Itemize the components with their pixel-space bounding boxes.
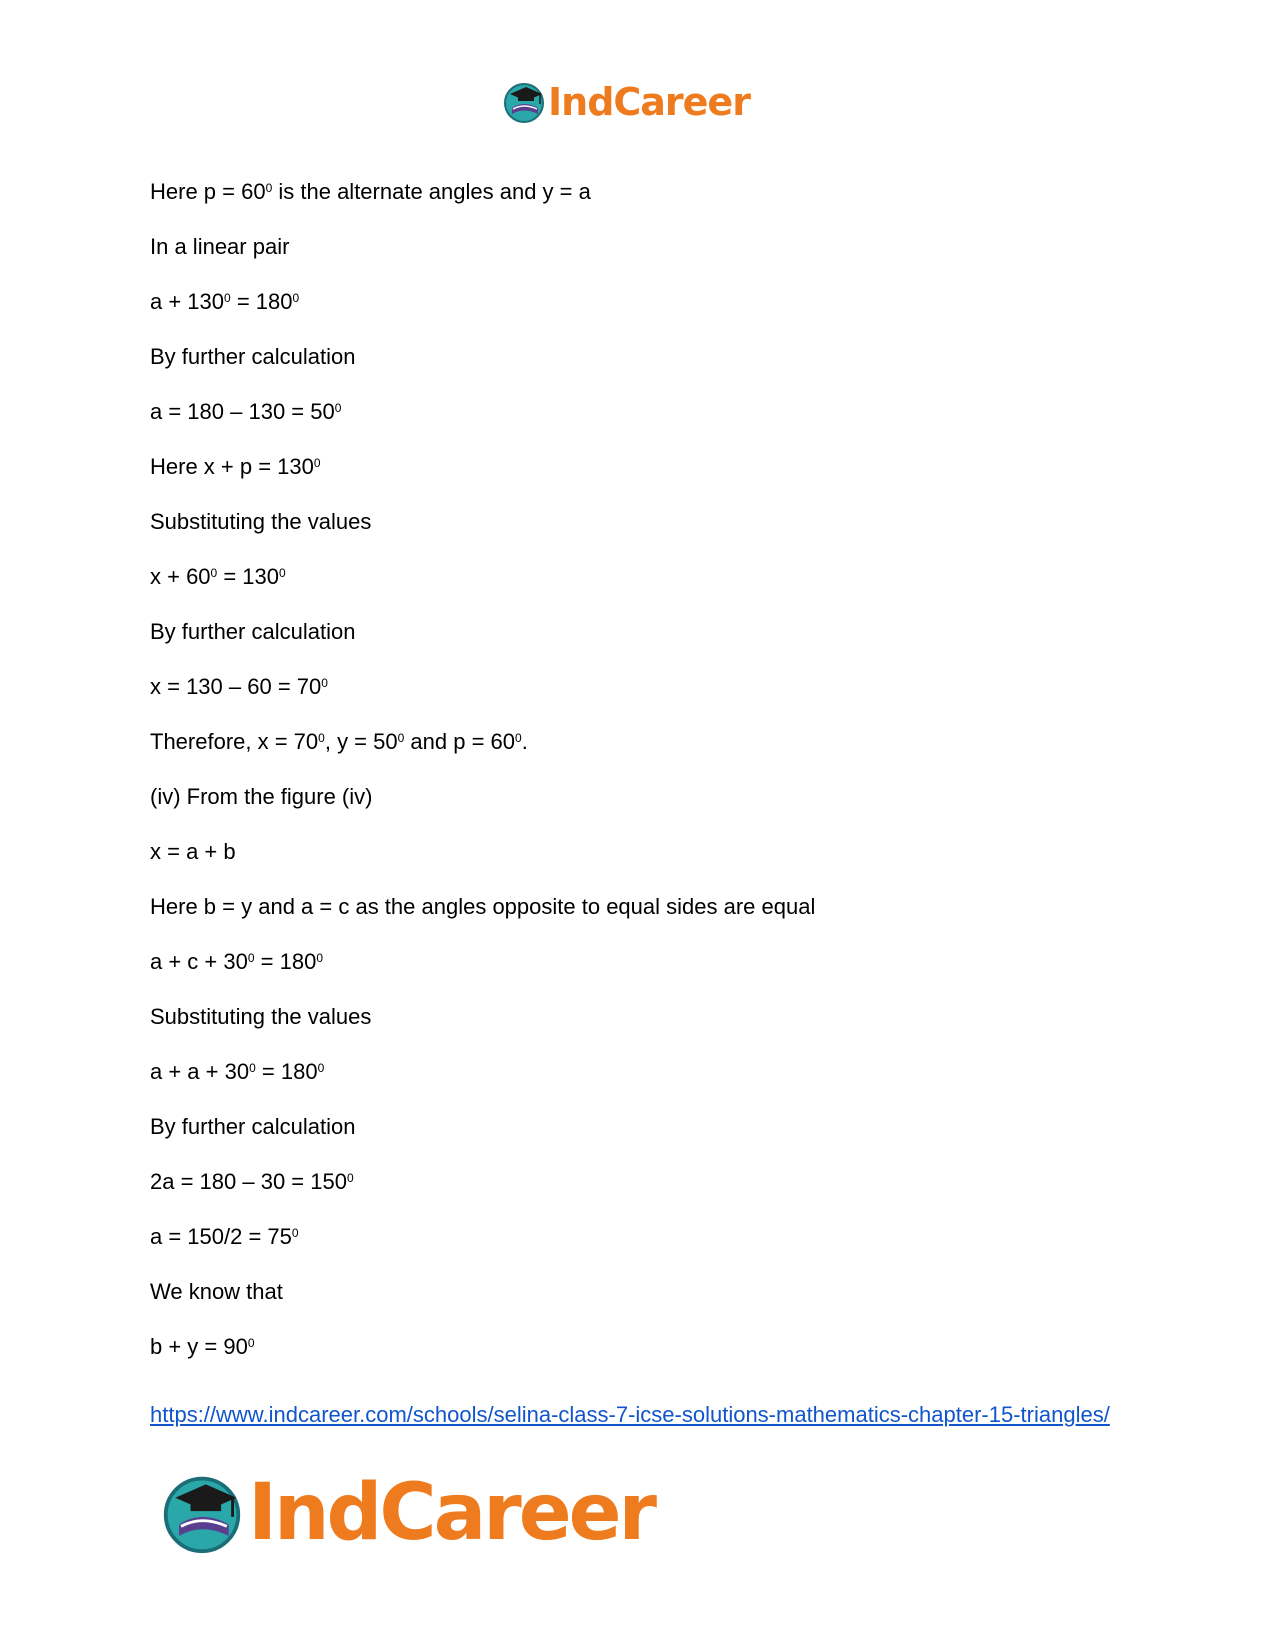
text-span: Therefore, x = 70	[150, 729, 319, 754]
text-line	[150, 398, 1130, 453]
text-span: 2a = 180 – 30 = 150	[150, 1169, 347, 1194]
text-span: is the alternate angles and y = a	[272, 179, 591, 204]
degree-superscript: 0	[247, 1336, 255, 1350]
text-line	[150, 288, 1130, 343]
text-span: a = 180 – 130 = 50	[150, 399, 335, 424]
degree-superscript: 0	[317, 1061, 325, 1075]
text-line	[150, 783, 1130, 838]
text-line	[150, 1058, 1130, 1113]
text-span: = 180	[230, 289, 293, 314]
text-line	[150, 893, 1130, 948]
logo-globe-icon	[160, 1471, 244, 1555]
header-logo-text: IndCareer	[548, 80, 750, 124]
degree-superscript: 0	[346, 1171, 354, 1185]
degree-superscript: 0	[334, 401, 342, 415]
degree-superscript: 0	[265, 181, 273, 195]
text-line	[150, 508, 1130, 563]
text-line	[150, 838, 1130, 893]
text-line	[150, 1003, 1130, 1058]
source-link[interactable]: https://www.indcareer.com/schools/selina-class-7-icse-solutions-mathematics-chapter-15-triangles/	[150, 1402, 1110, 1427]
text-span: a + a + 30	[150, 1059, 250, 1084]
text-span: and p = 60	[404, 729, 516, 754]
text-span: a = 150/2 = 75	[150, 1224, 292, 1249]
degree-superscript: 0	[292, 291, 300, 305]
text-span: (iv) From the figure (iv)	[150, 784, 373, 809]
document-body	[150, 178, 1130, 1388]
degree-superscript: 0	[210, 566, 218, 580]
text-span: x = a + b	[150, 839, 236, 864]
text-span: We know that	[150, 1279, 283, 1304]
text-span: Here p = 60	[150, 179, 266, 204]
text-span: Substituting the values	[150, 1004, 372, 1029]
text-line	[150, 453, 1130, 508]
degree-superscript: 0	[321, 676, 328, 690]
text-span: By further calculation	[150, 344, 356, 369]
text-span: a + 130	[150, 289, 225, 314]
text-span: = 180	[255, 1059, 318, 1084]
text-line	[150, 1113, 1130, 1168]
footer-logo	[160, 1468, 654, 1558]
text-span: x + 60	[150, 564, 211, 589]
text-span: By further calculation	[150, 619, 356, 644]
text-line	[150, 1168, 1130, 1223]
degree-superscript: 0	[316, 951, 324, 965]
text-span: Here b = y and a = c as the angles opposite to equal sides are equal	[150, 894, 816, 919]
text-line	[150, 1278, 1130, 1333]
text-span: By further calculation	[150, 1114, 356, 1139]
degree-superscript: 0	[515, 731, 522, 745]
degree-superscript: 0	[224, 291, 231, 305]
text-span: Substituting the values	[150, 509, 372, 534]
text-line	[150, 233, 1130, 288]
text-line	[150, 178, 1130, 233]
text-span: = 130	[217, 564, 280, 589]
header-logo	[502, 78, 750, 126]
text-span: In a linear pair	[150, 234, 290, 259]
degree-superscript: 0	[247, 951, 255, 965]
text-span: b + y = 90	[150, 1334, 248, 1359]
text-span: x = 130 – 60 = 70	[150, 674, 322, 699]
text-span: , y = 50	[324, 729, 398, 754]
text-line	[150, 1223, 1130, 1278]
text-span: = 180	[254, 949, 317, 974]
text-line	[150, 948, 1130, 1003]
degree-superscript: 0	[291, 1226, 299, 1240]
text-line	[150, 563, 1130, 618]
degree-superscript: 0	[313, 456, 321, 470]
degree-superscript: 0	[279, 566, 286, 580]
text-span: Here x + p = 130	[150, 454, 314, 479]
text-line	[150, 728, 1130, 783]
degree-superscript: 0	[249, 1061, 256, 1075]
text-line	[150, 618, 1130, 673]
degree-superscript: 0	[318, 731, 325, 745]
text-line	[150, 343, 1130, 398]
text-span: a + c + 30	[150, 949, 248, 974]
text-line	[150, 1333, 1130, 1388]
text-line	[150, 673, 1130, 728]
text-span: .	[521, 729, 528, 754]
footer-logo-text: IndCareer	[248, 1468, 654, 1558]
degree-superscript: 0	[397, 731, 405, 745]
logo-globe-icon	[502, 80, 546, 124]
